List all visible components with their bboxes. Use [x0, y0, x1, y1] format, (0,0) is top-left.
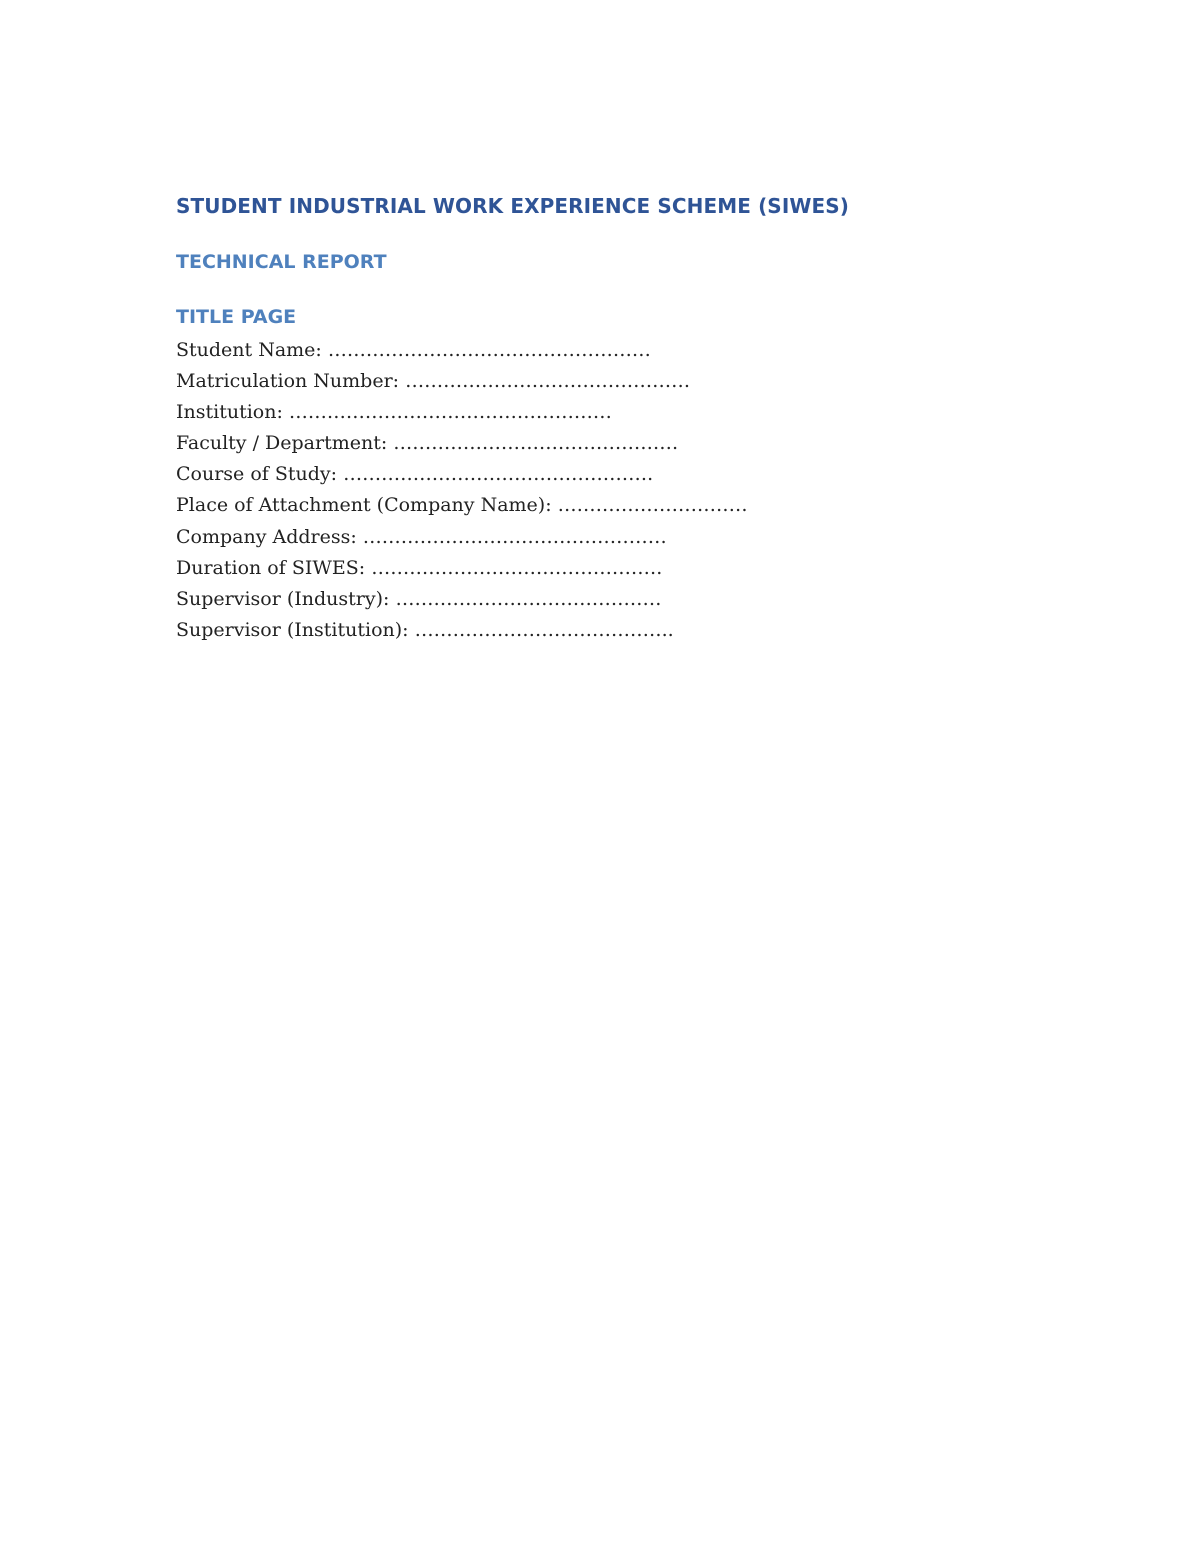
field-faculty-department: Faculty / Department: ………………………………………: [176, 432, 679, 455]
field-company-address: Company Address: …………………………………………: [176, 525, 667, 548]
field-supervisor-industry: Supervisor (Industry): ……………………………………: [176, 587, 662, 610]
field-place-of-attachment: Place of Attachment (Company Name): …………………………: [176, 494, 748, 517]
field-student-name: Student Name: ……………………………………………: [176, 339, 651, 361]
title-page-content: [176, 192, 1076, 646]
document-subheading: TECHNICAL REPORT: [176, 251, 387, 273]
section-title: TITLE PAGE: [176, 306, 297, 328]
field-duration: Duration of SIWES: ……………………………………….: [176, 556, 663, 579]
field-institution: Institution: ……………………………………………: [176, 401, 612, 424]
document-heading: STUDENT INDUSTRIAL WORK EXPERIENCE SCHEME (SIWES): [176, 194, 850, 218]
title-page-fields: [176, 335, 1076, 646]
field-course-of-study: Course of Study: ………………………………………….: [176, 463, 654, 486]
field-matriculation-number: Matriculation Number: ………………………………………: [176, 370, 691, 393]
field-supervisor-institution: Supervisor (Institution): …………………………………..: [176, 618, 674, 641]
